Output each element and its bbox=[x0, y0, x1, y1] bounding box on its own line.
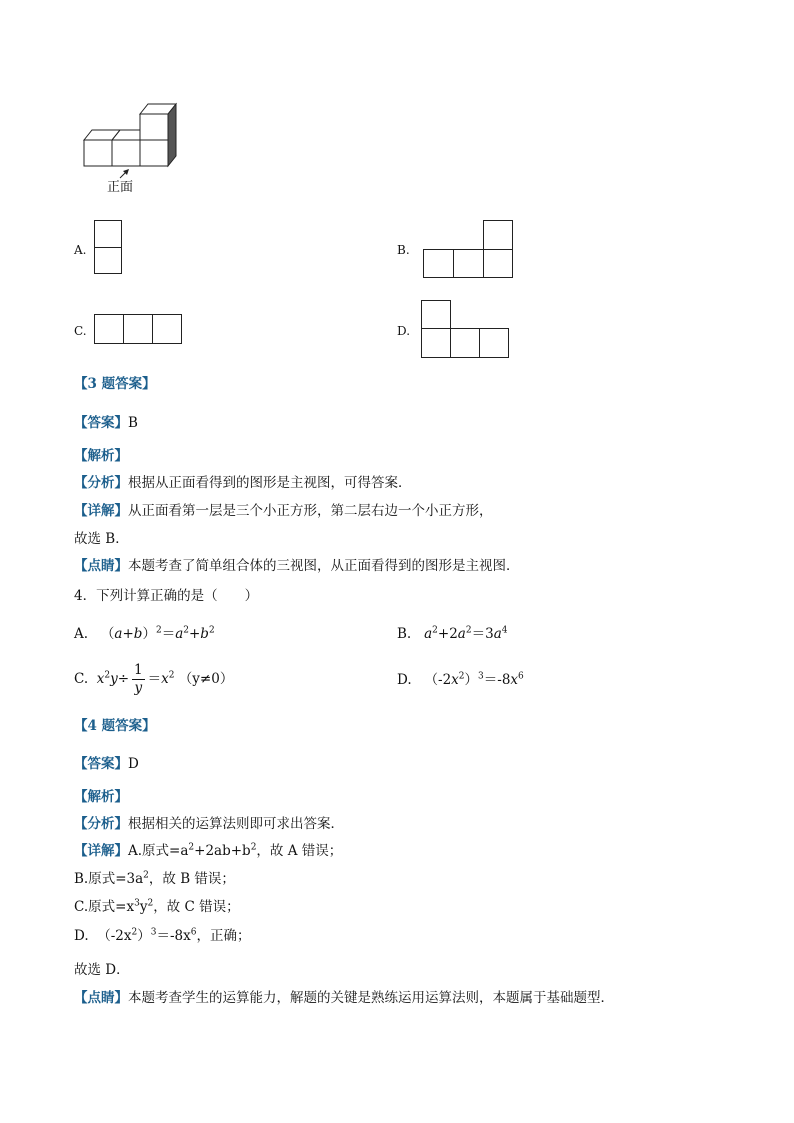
xiangjie-tag: 【详解】 bbox=[74, 843, 128, 859]
fenxi-tag: 【分析】 bbox=[74, 475, 128, 491]
q3-option-d-label: D. bbox=[397, 324, 411, 338]
q3-xiangjie-line bbox=[74, 501, 493, 521]
q3-fenxi-line bbox=[74, 473, 412, 493]
q4-xiangjie-line-b: B.原式$=3a^2$，故 B 错误； bbox=[74, 870, 235, 887]
q3-option-a-label: A. bbox=[74, 243, 87, 257]
option-d-label: D. bbox=[397, 672, 412, 688]
answer-value: D bbox=[128, 756, 139, 772]
front-label: 正面 bbox=[107, 180, 134, 195]
q4-question: 4．下列计算正确的是（ ） bbox=[74, 588, 259, 604]
q4-option-c: C. $x^2y\div$ $\frac{1}{y}$ $=x^2$ （y≠0） bbox=[74, 662, 234, 696]
solid-figure bbox=[80, 100, 190, 196]
q3-option-c-label: C. bbox=[74, 324, 87, 338]
xiangjie-text: 从正面看第一层是三个小正方形，第二层右边一个小正方形， bbox=[128, 503, 493, 519]
q4-option-d: D. $(-2x^2)^3=-8x^6$ bbox=[397, 671, 524, 688]
q4-answer-line bbox=[74, 754, 139, 774]
answer-value: B bbox=[128, 415, 138, 431]
q4-option-b: B. $a^2+2a^2=3a^4$ bbox=[397, 625, 508, 642]
answer-tag: 【答案】 bbox=[74, 756, 128, 772]
q3-option-a-figure bbox=[94, 220, 122, 275]
dianjing-text: 本题考查学生的运算能力，解题的关键是熟练运用运算法则，本题属于基础题型． bbox=[128, 990, 614, 1006]
q3-answer-line bbox=[74, 413, 138, 433]
q4-answer-header: 【4 题答案】 bbox=[74, 718, 156, 734]
dianjing-tag: 【点睛】 bbox=[74, 990, 128, 1006]
q4-xiangjie-line-c: C.原式$=x^3y^2$，故 C 错误； bbox=[74, 898, 240, 915]
q4-option-a: A. $(a+b)^2=a^2+b^2$ bbox=[74, 625, 215, 642]
option-c-condition: （y≠0） bbox=[178, 671, 234, 687]
q3-option-b-label: B. bbox=[397, 243, 410, 257]
xiangjie-tag: 【详解】 bbox=[74, 503, 128, 519]
q4-xiangjie-line-d: D. $(-2x^2)^3=-8x^6$，正确； bbox=[74, 927, 251, 944]
option-b-label: B. bbox=[397, 626, 412, 642]
option-c-label: C. bbox=[74, 671, 89, 687]
q4-fenxi-line bbox=[74, 814, 344, 834]
q3-answer-header: 【3 题答案】 bbox=[74, 376, 156, 392]
fraction: $\frac{1}{y}$ bbox=[134, 662, 143, 696]
fenxi-text: 根据从正面看得到的图形是主视图，可得答案． bbox=[128, 475, 412, 491]
option-a-label: A. bbox=[74, 626, 89, 642]
q3-option-b-figure bbox=[423, 219, 514, 279]
dianjing-text: 本题考查了简单组合体的三视图，从正面看得到的图形是主视图． bbox=[128, 558, 520, 574]
q3-option-c-figure bbox=[94, 314, 183, 345]
q3-option-d-figure bbox=[420, 299, 510, 359]
q4-choose-line: 故选 D． bbox=[74, 962, 130, 978]
fenxi-tag: 【分析】 bbox=[74, 816, 128, 832]
q4-analysis-header: 【解析】 bbox=[74, 789, 128, 805]
q4-xiangjie-line-a: 【详解】A.原式$=a^2+2ab+b^2$，故 A 错误； bbox=[74, 842, 343, 859]
dianjing-tag: 【点睛】 bbox=[74, 558, 128, 574]
q3-analysis-header: 【解析】 bbox=[74, 448, 128, 464]
fenxi-text: 根据相关的运算法则即可求出答案． bbox=[128, 816, 344, 832]
q3-choose-line: 故选 B． bbox=[74, 531, 129, 547]
answer-tag: 【答案】 bbox=[74, 415, 128, 431]
q4-dianjing-line bbox=[74, 988, 614, 1008]
q3-dianjing-line bbox=[74, 556, 520, 576]
